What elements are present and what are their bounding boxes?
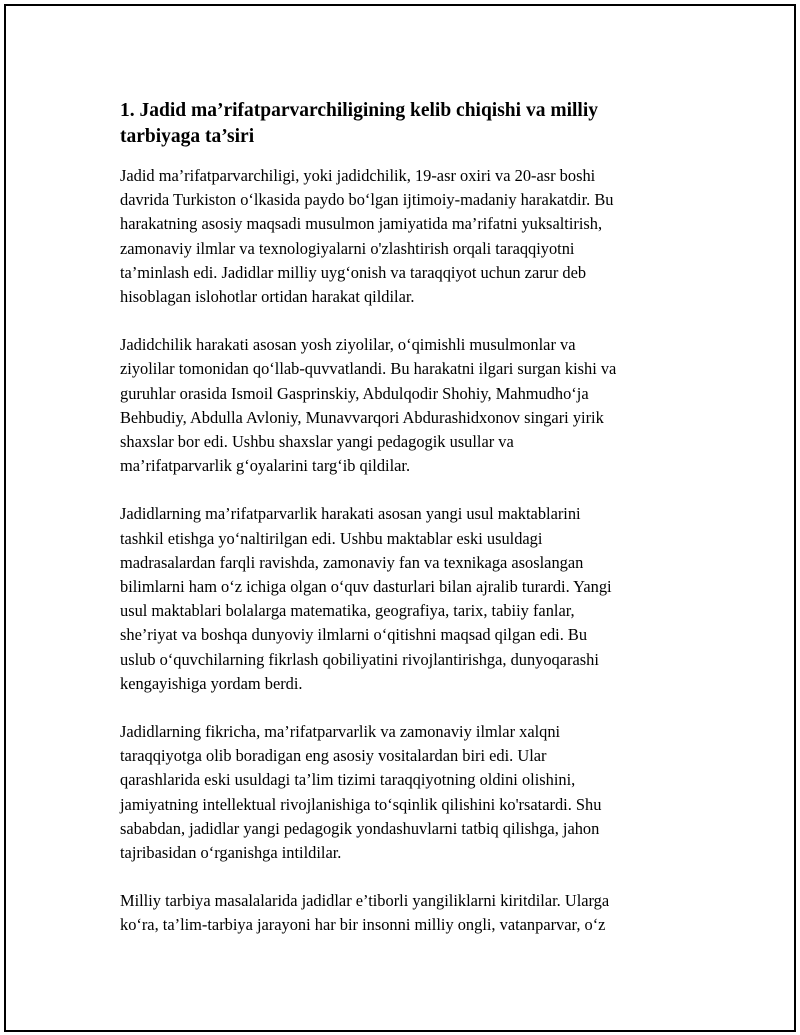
text-line: madrasalardan farqli ravishda, zamonaviy fan va texnikaga asoslangan xyxy=(120,552,584,572)
text-line: guruhlar orasida Ismoil Gasprinskiy, Abdulqodir Shohiy, Mahmudho‘ja xyxy=(120,383,589,403)
text-line: kengayishiga yordam berdi. xyxy=(120,673,303,693)
heading-line: 1. Jadid ma’rifatparvarchiligining kelib chiqishi va milliy xyxy=(120,100,598,121)
text-line: jamiyatning intellektual rivojlanishiga to‘sqinlik qilishini ko'rsatardi. Shu xyxy=(120,794,602,814)
heading-line: tarbiyaga ta’siri xyxy=(120,126,255,147)
text-line: shaxslar bor edi. Ushbu shaxslar yangi pedagogik usullar va xyxy=(120,432,514,452)
text-line: davrida Turkiston o‘lkasida paydo bo‘lgan ijtimoiy-madaniy harakatdir. Bu xyxy=(120,190,614,210)
text-line: uslub o‘quvchilarning fikrlash qobiliyatini rivojlantirishga, dunyoqarashi xyxy=(120,649,599,669)
text-line: zamonaviy ilmlar va texnologiyalarni o'zlashtirish orqali taraqqiyotni xyxy=(120,238,575,258)
text-line: ma’rifatparvarlik g‘oyalarini targ‘ib qildilar. xyxy=(120,456,411,476)
text-line: Jadid ma’rifatparvarchiligi, yoki jadidchilik, 19-asr oxiri va 20-asr boshi xyxy=(120,166,596,185)
paragraph-1 xyxy=(120,164,690,309)
text-line: Milliy tarbiya masalalarida jadidlar e’tiborli yangiliklarni kiritdilar. Ularga xyxy=(120,891,610,911)
text-line: hisoblagan islohotlar ortidan harakat qildilar. xyxy=(120,287,415,307)
document-content xyxy=(120,98,690,962)
text-line: she’riyat va boshqa dunyoviy ilmlarni o‘qitishni maqsad qilgan edi. Bu xyxy=(120,625,588,645)
text-line: taraqqiyotga olib boradigan eng asosiy vositalardan biri edi. Ular xyxy=(120,746,547,766)
text-line: harakatning asosiy maqsadi musulmon jamiyatida ma’rifatni yuksaltirish, xyxy=(120,214,603,234)
paragraph-3 xyxy=(120,502,690,696)
text-line: Jadidchilik harakati asosan yosh ziyolilar, o‘qimishli musulmonlar va xyxy=(120,335,576,355)
text-line: ziyolilar tomonidan qo‘llab-quvvatlandi. Bu harakatni ilgari surgan kishi va xyxy=(120,359,617,379)
text-line: ta’minlash edi. Jadidlar milliy uyg‘onish va taraqqiyot uchun zarur deb xyxy=(120,262,587,282)
text-line: Jadidlarning ma’rifatparvarlik harakati asosan yangi usul maktablarini xyxy=(120,504,581,524)
text-line: tajribasidan o‘rganishga intildilar. xyxy=(120,843,342,863)
text-line: Jadidlarning fikricha, ma’rifatparvarlik va zamonaviy ilmlar xalqni xyxy=(120,722,561,742)
paragraph-4 xyxy=(120,720,690,865)
text-line: tashkil etishga yo‘naltirilgan edi. Ushbu maktablar eski usuldagi xyxy=(120,528,543,548)
text-line: sababdan, jadidlar yangi pedagogik yondashuvlarni tatbiq qilishga, jahon xyxy=(120,818,600,838)
document-page xyxy=(4,4,796,1032)
text-line: ko‘ra, ta’lim-tarbiya jarayoni har bir insonni milliy ongli, vatanparvar, o‘z xyxy=(120,915,606,935)
text-line: bilimlarni ham o‘z ichiga olgan o‘quv dasturlari bilan ajralib turardi. Yangi xyxy=(120,577,612,597)
paragraph-5 xyxy=(120,889,690,937)
text-line: usul maktablari bolalarga matematika, geografiya, tarix, tabiiy fanlar, xyxy=(120,601,575,621)
paragraph-2 xyxy=(120,333,690,478)
text-line: Behbudiy, Abdulla Avloniy, Munavvarqori Abdurashidxonov singari yirik xyxy=(120,407,604,427)
text-line: qarashlarida eski usuldagi ta’lim tizimi taraqqiyotning oldini olishini, xyxy=(120,770,576,790)
section-heading xyxy=(120,98,690,150)
